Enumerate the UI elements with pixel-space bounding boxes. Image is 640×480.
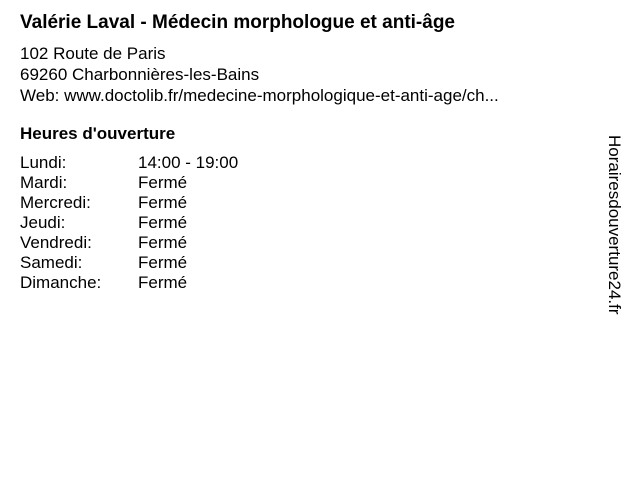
hours-row-mercredi <box>20 193 238 213</box>
day-label: Mercredi: <box>20 193 91 212</box>
day-label: Samedi: <box>20 253 83 272</box>
hours-row-mardi <box>20 173 238 193</box>
day-hours: Fermé <box>138 193 188 212</box>
address-city: 69260 Charbonnières-les-Bains <box>20 65 260 84</box>
day-label: Jeudi: <box>20 213 66 232</box>
hours-row-lundi <box>20 153 238 173</box>
hours-row-jeudi <box>20 213 238 233</box>
day-hours: Fermé <box>138 253 188 272</box>
day-hours: Fermé <box>138 213 188 232</box>
day-hours: 14:00 - 19:00 <box>138 153 239 172</box>
day-label: Lundi: <box>20 153 67 172</box>
business-title: Valérie Laval - Médecin morphologue et anti-âge <box>20 12 455 33</box>
day-label: Mardi: <box>20 173 68 192</box>
address-block <box>20 43 499 106</box>
hours-row-samedi <box>20 253 238 273</box>
hours-row-dimanche <box>20 273 238 293</box>
day-label: Vendredi: <box>20 233 92 252</box>
website-link[interactable]: Web: www.doctolib.fr/medecine-morphologique-et-anti-age/ch... <box>20 86 499 105</box>
day-hours: Fermé <box>138 173 188 192</box>
day-label: Dimanche: <box>20 273 102 292</box>
hours-row-vendredi <box>20 233 238 253</box>
opening-hours-heading: Heures d'ouverture <box>20 124 176 143</box>
day-hours: Fermé <box>138 273 188 292</box>
day-hours: Fermé <box>138 233 188 252</box>
address-street: 102 Route de Paris <box>20 44 166 63</box>
opening-hours-table <box>20 153 238 293</box>
site-watermark: Horairesdouverture24.fr <box>605 135 624 315</box>
